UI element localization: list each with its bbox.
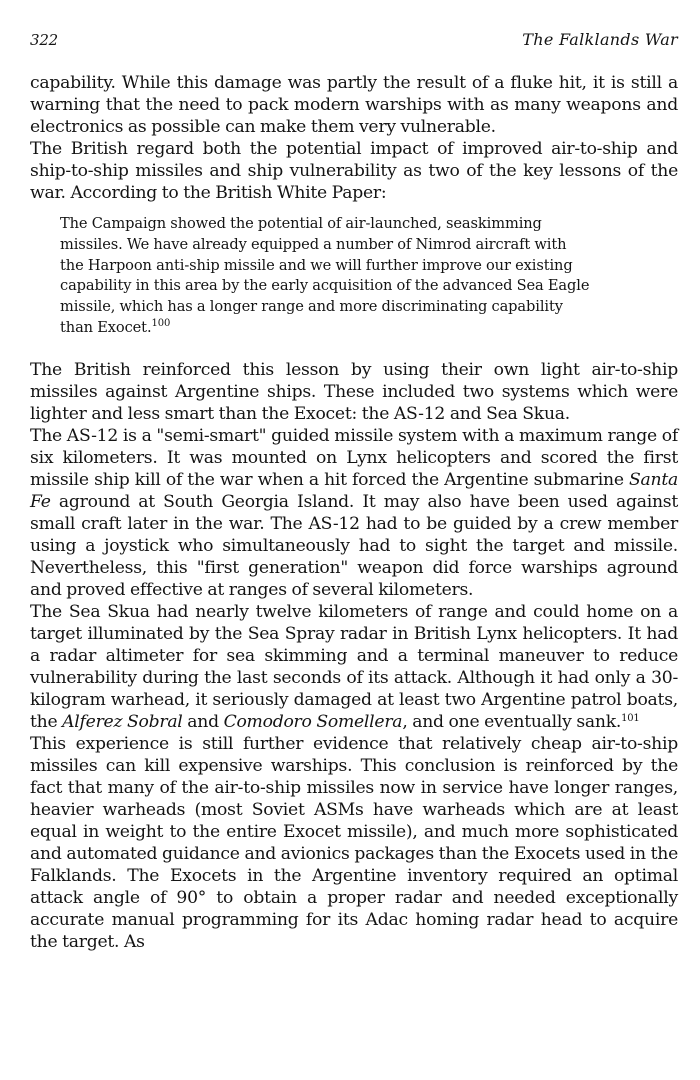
as12-text-b: aground at South Georgia Island. It may also have been used against small craft later in the war. The AS-12 had to be guided by a crew member using a joystick who simultaneously had to sight the target and missile. Nevertheless, this "first generation" weapon did force warships aground and proved effective at ranges of several kilometers. [30,491,678,600]
quote-line: missiles. We have already equipped a number of Nimrod aircraft with [60,235,567,253]
ship-name: Alferez Sobral [62,711,183,732]
paragraph-as12 [30,425,678,601]
ship-name: Santa Fe [30,469,678,512]
running-title: The Falklands War [522,30,678,49]
paragraph-evidence: This experience is still further evidence that relatively cheap air-to-ship missiles can kill expensive warships. This conclusion is reinforced by the fact that many of the air-to-ship missiles now in service have longer ranges, heavier warheads (most Soviet ASMs have warheads which are at least equal in weight to the entire Exocet missile), and much more sophisticated and automated guidance and avionics packages than the Exocets used in the Falklands. The Exocets in the Argentine inventory required an optimal attack angle of 90° to obtain a proper radar and needed exceptionally accurate manual programming for its Adac homing radar head to acquire the target. As [30,733,678,952]
paragraph-sea-skua [30,601,678,733]
quote-line-last [60,318,678,339]
as12-text-a: The AS-12 is a "semi-smart" guided missile system with a maximum range of six kilometers. It was mounted on Lynx helicopters and scored the first missile ship kill of the war when a hit forced the Argentine submarine [30,425,678,490]
quote-line: missile, which has a longer range and more discriminating capability [60,298,563,316]
footnote-marker: 101 [621,712,640,724]
sea-skua-and: and [182,711,224,732]
sea-skua-text-a: The Sea Skua had nearly twelve kilometers of range and could home on a target illuminated by the Sea Spray radar in British Lynx helicopters. It had a radar altimeter for sea skimming and a terminal maneuver to reduce vulnerability during the last seconds of its attack. Although it had only a 30-kilogram warhead, it seriously damaged at least two Argentine patrol boats, the [30,601,678,732]
sea-skua-text-b: , and one eventually sank. [402,711,622,732]
white-paper-quote [60,214,678,339]
ship-name: Comodoro Somellera [223,711,403,732]
footnote-marker: 100 [151,317,171,329]
page-number: 322 [30,31,59,49]
paragraph-continuation: capability. While this damage was partly the result of a fluke hit, it is still a warning that the need to pack modern warships with as many weapons and electronics as possible can make them very vulnerable. [30,73,678,137]
quote-line: The Campaign showed the potential of air-launched, seaskimming [60,215,542,232]
page-header [30,30,678,50]
page-body [30,72,678,953]
paragraph-light-missiles: The British reinforced this lesson by using their own light air-to-ship missiles against Argentine ships. These included two systems which were lighter and less smart than the Exocet: the AS-12 and Sea Skua. [30,359,678,424]
quote-line: the Harpoon anti-ship missile and we will further improve our existing [60,256,573,274]
quote-line: capability in this area by the early acquisition of the advanced Sea Eagle [60,277,590,295]
paragraph-key-lessons: The British regard both the potential impact of improved air-to-ship and ship-to-ship missiles and ship vulnerability as two of the key lessons of the war. According to the British White Paper: [30,139,678,203]
quote-line-text: than Exocet. [60,318,152,336]
